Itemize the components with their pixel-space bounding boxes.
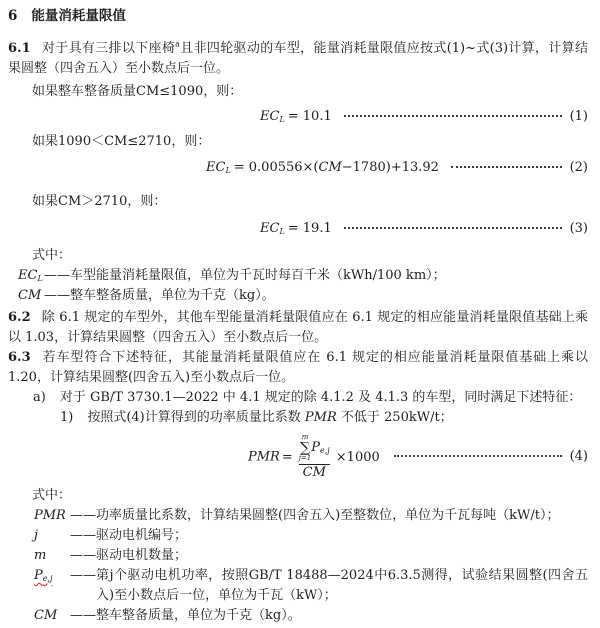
definition-dash: —— — [70, 548, 96, 563]
symbol — [34, 506, 70, 526]
dotted-leader — [451, 166, 562, 168]
definition-row — [8, 606, 588, 626]
symbol-text: j — [34, 528, 39, 543]
clause-number: 6.2 — [8, 310, 31, 325]
equation-variable: PMR — [248, 449, 280, 465]
formula-3 — [8, 212, 588, 246]
multiplier: ×1000 — [335, 449, 380, 465]
fraction-denominator — [303, 466, 326, 480]
list-marker: 1) — [60, 410, 74, 425]
section-title: 能量消耗量限值 — [31, 8, 126, 24]
symbol-text: PMR — [34, 508, 66, 523]
equation-body — [206, 158, 439, 178]
equation-expression: = 10.1 — [287, 109, 332, 124]
equation-number: (1) — [569, 109, 588, 124]
symbol — [34, 526, 70, 546]
where-label: 式中： — [32, 488, 72, 503]
symbol — [34, 606, 70, 626]
definition-text: 整车整备质量，单位为千克（kg）。 — [96, 608, 301, 623]
symbol — [34, 566, 70, 586]
inline-variable: PMR — [304, 410, 337, 425]
formula-1 — [8, 102, 588, 132]
clause-text: 对于具有三排以下座椅 — [41, 41, 176, 56]
definition-text: 整车整备质量，单位为千克（kg）。 — [70, 288, 275, 303]
list-text: 对于 GB/T 3730.1—2022 中 4.1 规定的除 4.1.2 及 4.1.3 的车型，同时满足下述特征： — [59, 390, 582, 405]
list-marker: a) — [33, 390, 46, 405]
summand — [311, 438, 330, 458]
symbol-text: P — [34, 568, 43, 583]
definition-dash: —— — [70, 568, 96, 583]
section-heading — [8, 6, 588, 26]
sum-lower-limit: j=1 — [298, 454, 312, 462]
list-item-1 — [60, 408, 588, 428]
clause-number: 6.1 — [8, 41, 31, 56]
definition-text: 车型能量消耗量限值，单位为千瓦时每百千米（kWh/100 km）； — [70, 268, 446, 283]
definition-row — [8, 546, 588, 566]
definition-row — [8, 266, 588, 286]
equation-body — [260, 219, 332, 239]
footnote-marker: a — [175, 39, 180, 49]
equation-number: (2) — [569, 160, 588, 175]
symbol — [18, 286, 44, 306]
condition-3: 如果CM＞2710，则： — [32, 194, 167, 209]
definition-row — [8, 286, 588, 306]
list-item-a — [33, 388, 588, 408]
symbol-subscript: L — [37, 274, 43, 283]
list-text: 不低于 250kW/t； — [336, 410, 453, 425]
symbol-text: CM — [18, 288, 42, 303]
symbol-text: CM — [34, 608, 58, 623]
equation-subscript: L — [279, 227, 285, 236]
dotted-leader — [344, 227, 562, 229]
paragraph-6-1 — [8, 39, 588, 79]
dotted-leader — [344, 115, 562, 117]
definition-row — [8, 566, 588, 606]
definition-text: 第j个驱动电机功率，按照GB/T 18488—2024中6.3.5测得，试验结果圆整(四舍五入)至小数点后一位，单位为千瓦（kW）； — [96, 568, 588, 603]
clause-text: 且非四轮驱动的车型，能量消耗量限值应按式(1)~式(3)计算，计算结果圆整（四舍五入）至小数点后一位。 — [8, 41, 588, 76]
equation-expression: = 19.1 — [287, 221, 332, 236]
definition-dash: —— — [70, 528, 96, 543]
symbol-text: m — [34, 548, 47, 563]
sum-upper-limit: m — [301, 433, 309, 441]
formula-2 — [8, 152, 588, 184]
definition-dash: —— — [44, 268, 70, 283]
definition-text: 驱动电机数量； — [96, 548, 188, 563]
equation-number: (3) — [569, 221, 588, 236]
equation-subscript: e,j — [320, 446, 330, 455]
sum-symbol: ∑ — [300, 440, 311, 456]
list-text: 按照式(4)计算得到的功率质量比系数 — [87, 410, 305, 425]
symbol-text: EC — [18, 268, 38, 283]
symbol-with-spellcheck-underline — [34, 568, 53, 583]
summation — [299, 434, 312, 462]
clause-text: 若车型符合下述特征，其能量消耗量限值应在 6.1 规定的相应能量消耗量限值基础上乘以 1.20，计算结果圆整(四舍五入)至小数点后一位。 — [8, 350, 588, 385]
equation-expression: = 0.00556×( — [233, 160, 319, 175]
fraction — [299, 434, 330, 480]
condition-2: 如果1090＜CM≤2710，则： — [32, 134, 211, 149]
fraction-numerator — [299, 434, 330, 462]
paragraph-6-3 — [8, 348, 588, 388]
definition-row — [8, 526, 588, 546]
clause-text: 除 6.1 规定的车型外，其他车型能量消耗量限值应在 6.1 规定的相应能量消耗量限值基础上乘以 1.03，计算结果圆整（四舍五入）至小数点后一位。 — [8, 310, 588, 345]
equals-sign: = — [281, 449, 293, 465]
equation-variable: P — [311, 440, 321, 455]
equation-variable: EC — [260, 109, 280, 124]
definition-dash: —— — [44, 288, 70, 303]
symbol-subscript: e,j — [42, 574, 53, 583]
symbol — [34, 546, 70, 566]
equation-body — [260, 107, 332, 127]
definition-text: 驱动电机编号； — [96, 528, 188, 543]
equation-expression: −1780)+13.92 — [341, 160, 439, 175]
equation-subscript: L — [225, 166, 231, 175]
clause-number: 6.3 — [8, 350, 31, 365]
section-number: 6 — [8, 8, 18, 24]
definition-text: 功率质量比系数，计算结果圆整(四舍五入)至整数位，单位为千瓦每吨（kW/t）； — [96, 508, 560, 523]
equation-subscript: L — [279, 115, 285, 124]
dotted-leader — [394, 455, 562, 457]
symbol — [18, 266, 44, 286]
equation-body — [248, 434, 382, 480]
equation-variable: CM — [318, 160, 342, 175]
equation-variable: EC — [206, 160, 226, 175]
formula-4 — [8, 428, 588, 486]
condition-1: 如果整车整备质量CM≤1090，则： — [32, 84, 243, 99]
where-label: 式中： — [32, 248, 72, 263]
equation-number: (4) — [569, 449, 588, 464]
definition-row — [8, 506, 588, 526]
definition-dash: —— — [70, 508, 96, 523]
paragraph-6-2 — [8, 308, 588, 348]
equation-variable: CM — [302, 465, 326, 480]
definition-dash: —— — [70, 608, 96, 623]
equation-variable: EC — [260, 221, 280, 236]
